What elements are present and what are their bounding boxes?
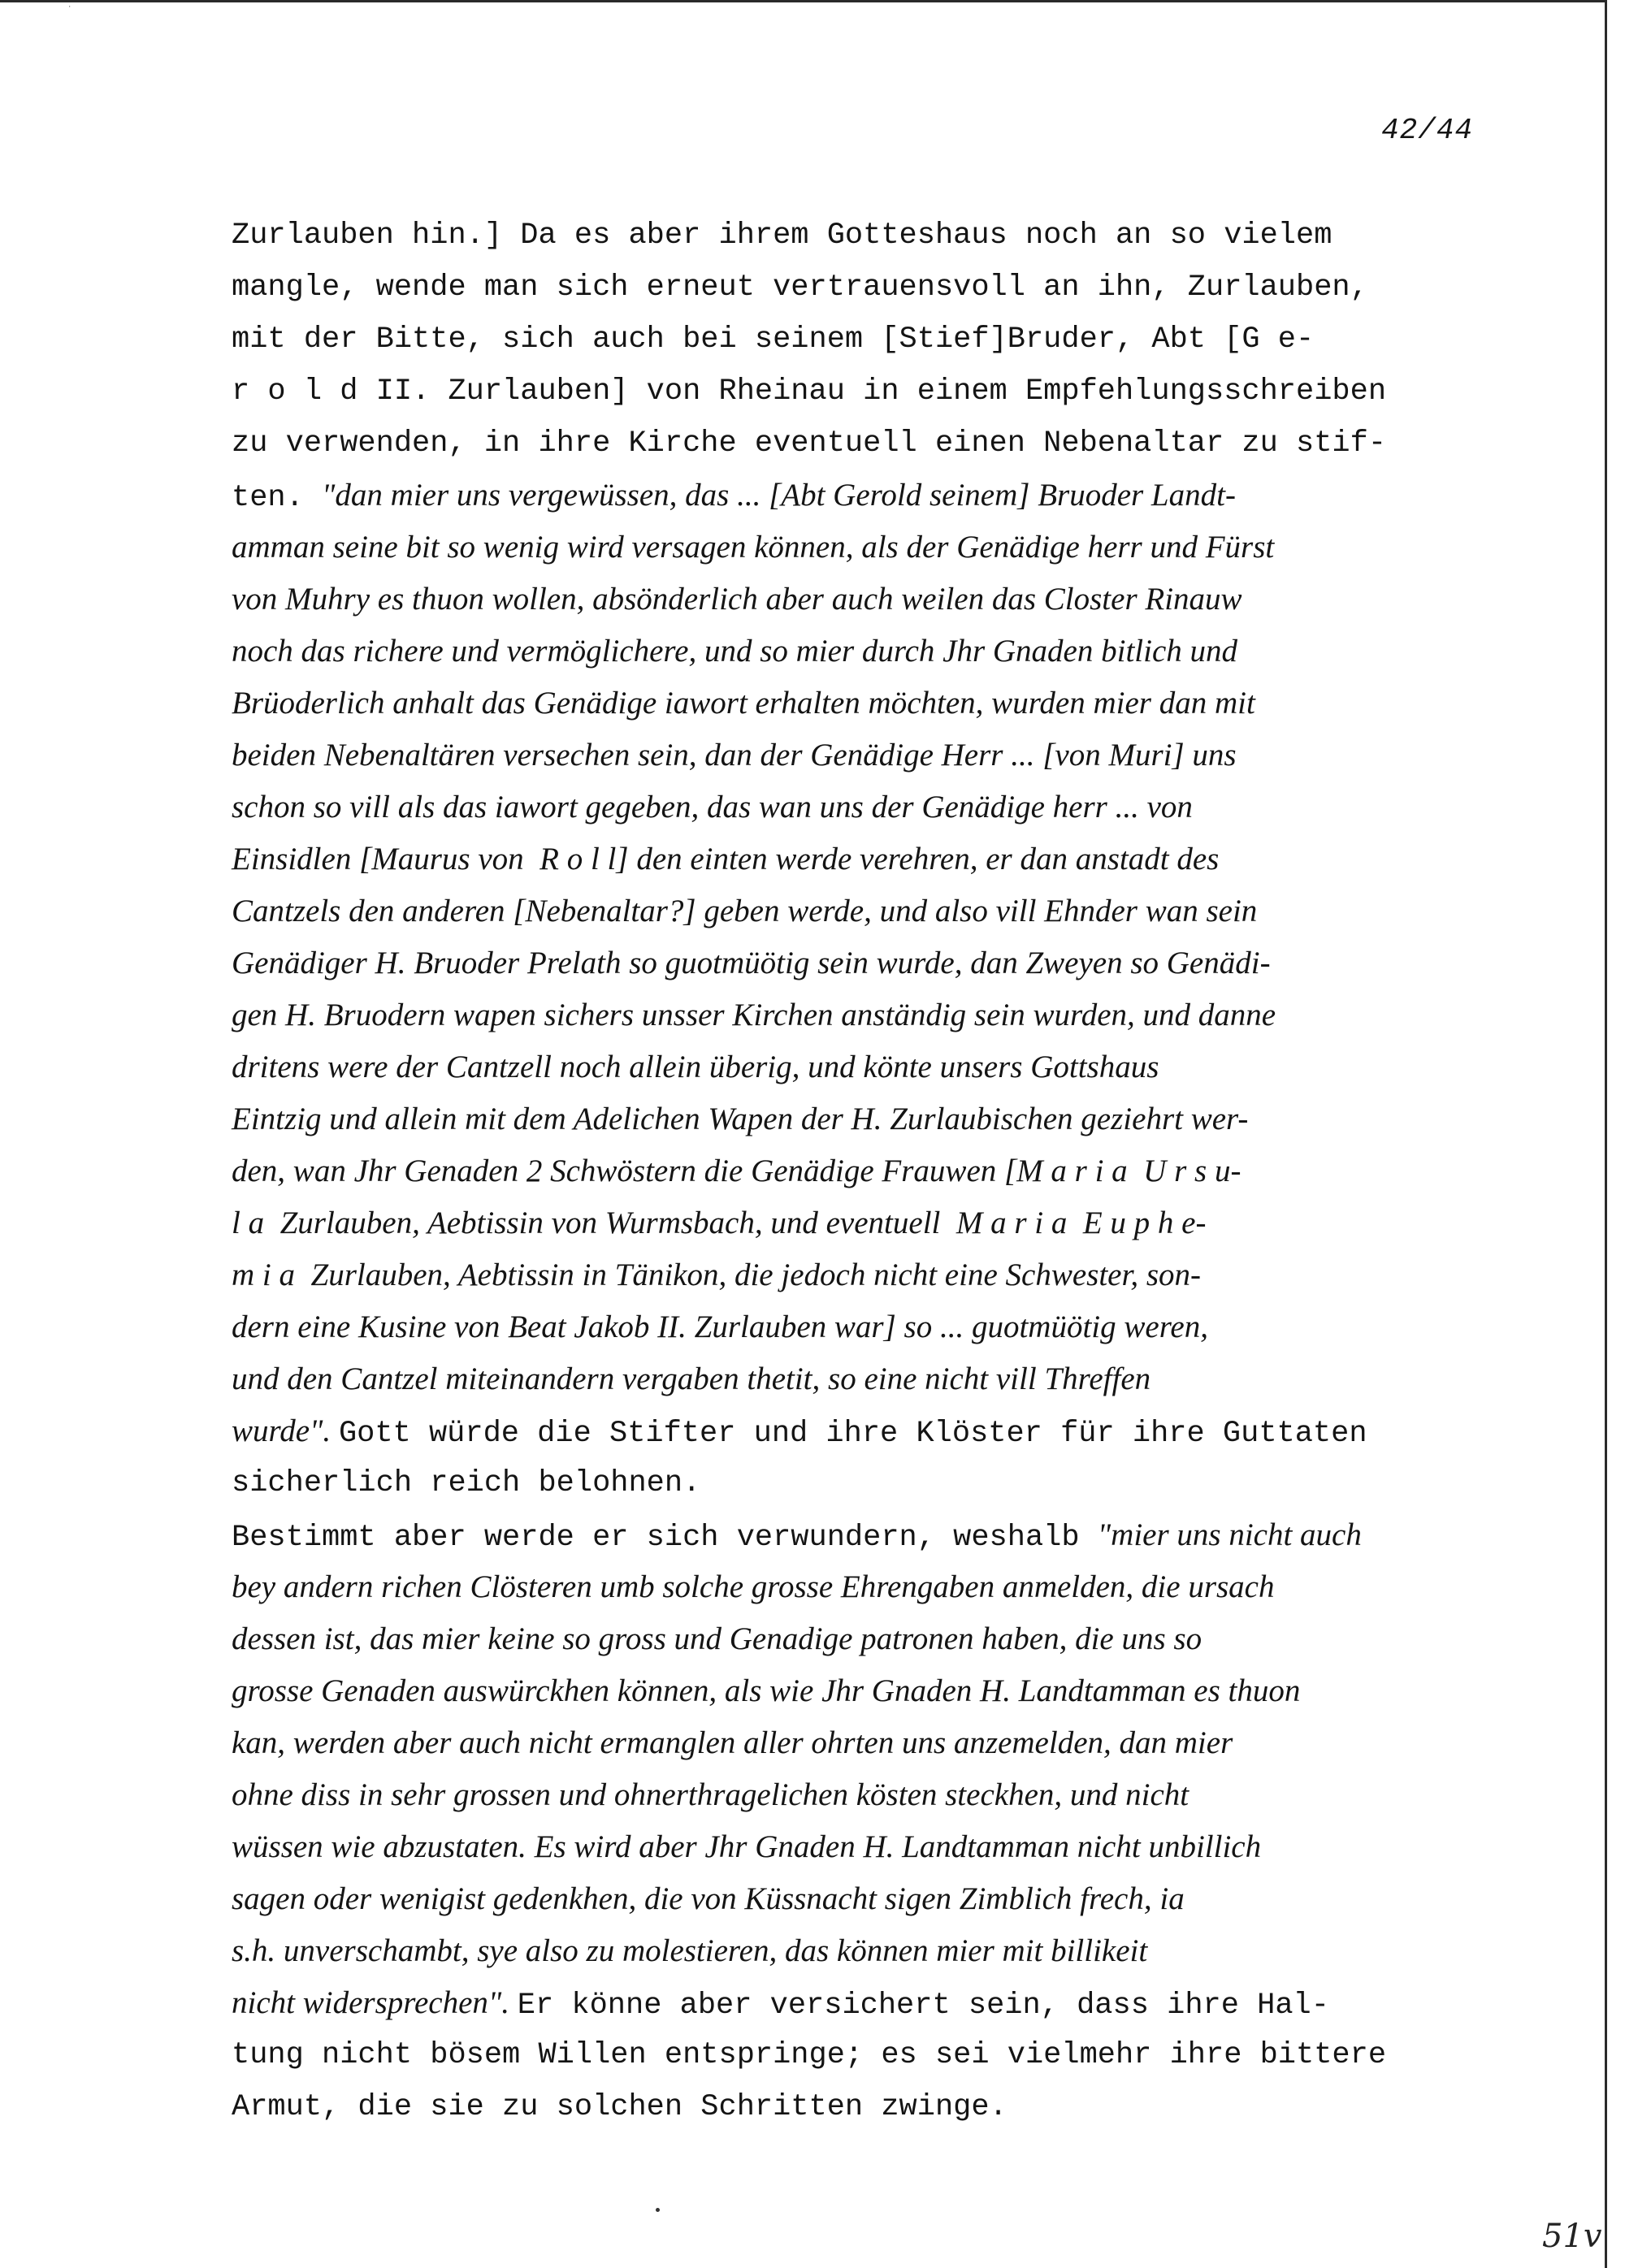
page-number: 42/44	[1381, 114, 1474, 147]
quote-line: amman seine bit so wenig wird versagen können, als der Genädige herr und Fürst	[232, 530, 1275, 565]
quote-line: ohne diss in sehr grossen und ohnerthragelichen kösten steckhen, und nicht	[232, 1777, 1190, 1812]
quote-line: dritens were der Cantzell noch allein überig, und könte unsers Gottshaus	[232, 1050, 1159, 1084]
scan-tick-mark: ˙	[67, 5, 73, 16]
text-segment: Er könne aber versichert sein, dass ihre Hal-	[517, 1989, 1329, 2023]
quote-line: beiden Nebenaltären versechen sein, dan der Genädige Herr ... [von Muri] uns	[232, 738, 1237, 773]
text-line-mixed	[232, 1405, 1499, 1457]
quote-line: grosse Genaden auswürckhen können, als wie Jhr Gnaden H. Landtamman es thuon	[232, 1673, 1301, 1708]
text-line: Zurlauben hin.] Da es aber ihrem Gotteshaus noch an so vielem	[232, 219, 1332, 253]
text-segment: Gott würde die Stifter und ihre Klöster für ihre Guttaten	[338, 1417, 1367, 1451]
quote-line: Eintzig und allein mit dem Adelichen Wapen der H. Zurlaubischen geziehrt wer-	[232, 1102, 1249, 1136]
quote-line: noch das richere und vermöglichere, und so mier durch Jhr Gnaden bitlich und	[232, 634, 1238, 669]
quote-line: dern eine Kusine von Beat Jakob II. Zurlauben war] so ... guotmüötig weren,	[232, 1309, 1208, 1344]
quote-line: den, wan Jhr Genaden 2 Schwöstern die Genädige Frauwen [M a r i a U r s u-	[232, 1153, 1242, 1188]
text-line: mangle, wende man sich erneut vertrauensvoll an ihn, Zurlauben,	[232, 271, 1368, 305]
text-line-mixed	[232, 1509, 1499, 1561]
quote-line: Cantzels den anderen [Nebenaltar?] geben werde, und also vill Ehnder wan sein	[232, 894, 1258, 928]
text-line: Armut, die sie zu solchen Schritten zwinge.	[232, 2090, 1008, 2124]
text-line: r o l d II. Zurlauben] von Rheinau in einem Empfehlungsschreiben	[232, 374, 1387, 409]
quote-line: gen H. Bruodern wapen sichers unsser Kirchen anständig sein wurden, und danne	[232, 998, 1276, 1032]
quote-line: kan, werden aber auch nicht ermanglen aller ohrten uns anzemelden, dan mier	[232, 1725, 1233, 1760]
text-segment: Bestimmt aber werde er sich verwundern, weshalb	[232, 1521, 1098, 1555]
stray-ink-dot	[656, 2208, 660, 2212]
body-text	[232, 210, 1499, 2133]
quote-line: sagen oder wenigist gedenkhen, die von Küssnacht sigen Zimblich frech, ia	[232, 1881, 1185, 1916]
quote-line: l a Zurlauben, Aebtissin von Wurmsbach, und eventuell M a r i a E u p h e-	[232, 1205, 1207, 1240]
quote-segment: nicht widersprechen".	[232, 1985, 518, 2020]
quote-line: s.h. unverschambt, sye also zu molestieren, das können mier mit billikeit	[232, 1933, 1148, 1968]
page-border-top	[0, 0, 1605, 2]
quote-line: Einsidlen [Maurus von R o l l] den einten werde verehren, er dan anstadt des	[232, 842, 1220, 876]
text-segment: ten.	[232, 481, 323, 515]
text-line: mit der Bitte, sich auch bei seinem [Stief]Bruder, Abt [G e-	[232, 322, 1315, 357]
quote-line: Genädiger H. Bruoder Prelath so guotmüötig sein wurde, dan Zweyen so Genädi-	[232, 946, 1271, 980]
quote-line: und den Cantzel miteinandern vergaben thetit, so eine nicht vill Threffen	[232, 1361, 1151, 1396]
quote-line: schon so vill als das iawort gegeben, das wan uns der Genädige herr ... von	[232, 790, 1193, 825]
text-line: sicherlich reich belohnen.	[232, 1466, 701, 1500]
page-border-right	[1605, 0, 1607, 2268]
quote-line: dessen ist, das mier keine so gross und Genadige patronen haben, die uns so	[232, 1621, 1202, 1656]
quote-line: bey andern richen Clösteren umb solche grosse Ehrengaben anmelden, die ursach	[232, 1569, 1275, 1604]
text-line-mixed	[232, 470, 1499, 522]
quote-line: m i a Zurlauben, Aebtissin in Tänikon, die jedoch nicht eine Schwester, son-	[232, 1257, 1201, 1292]
quote-line: von Muhry es thuon wollen, absönderlich aber auch weilen das Closter Rinauw	[232, 582, 1242, 617]
text-line: zu verwenden, in ihre Kirche eventuell einen Nebenaltar zu stif-	[232, 426, 1387, 461]
quote-segment: "mier uns nicht auch	[1097, 1517, 1362, 1552]
text-line: tung nicht bösem Willen entspringe; es sei vielmehr ihre bittere	[232, 2038, 1387, 2072]
quote-line: Brüoderlich anhalt das Genädige iawort erhalten möchten, wurden mier dan mit	[232, 686, 1255, 721]
handwritten-folio-mark: 51v	[1542, 2218, 1602, 2255]
quote-line: wüssen wie abzustaten. Es wird aber Jhr Gnaden H. Landtamman nicht unbillich	[232, 1829, 1262, 1864]
text-line-mixed	[232, 1977, 1499, 2029]
quote-segment: wurde".	[232, 1413, 339, 1448]
quote-segment: "dan mier uns vergewüssen, das ... [Abt Gerold seinem] Bruoder Landt-	[322, 478, 1236, 513]
